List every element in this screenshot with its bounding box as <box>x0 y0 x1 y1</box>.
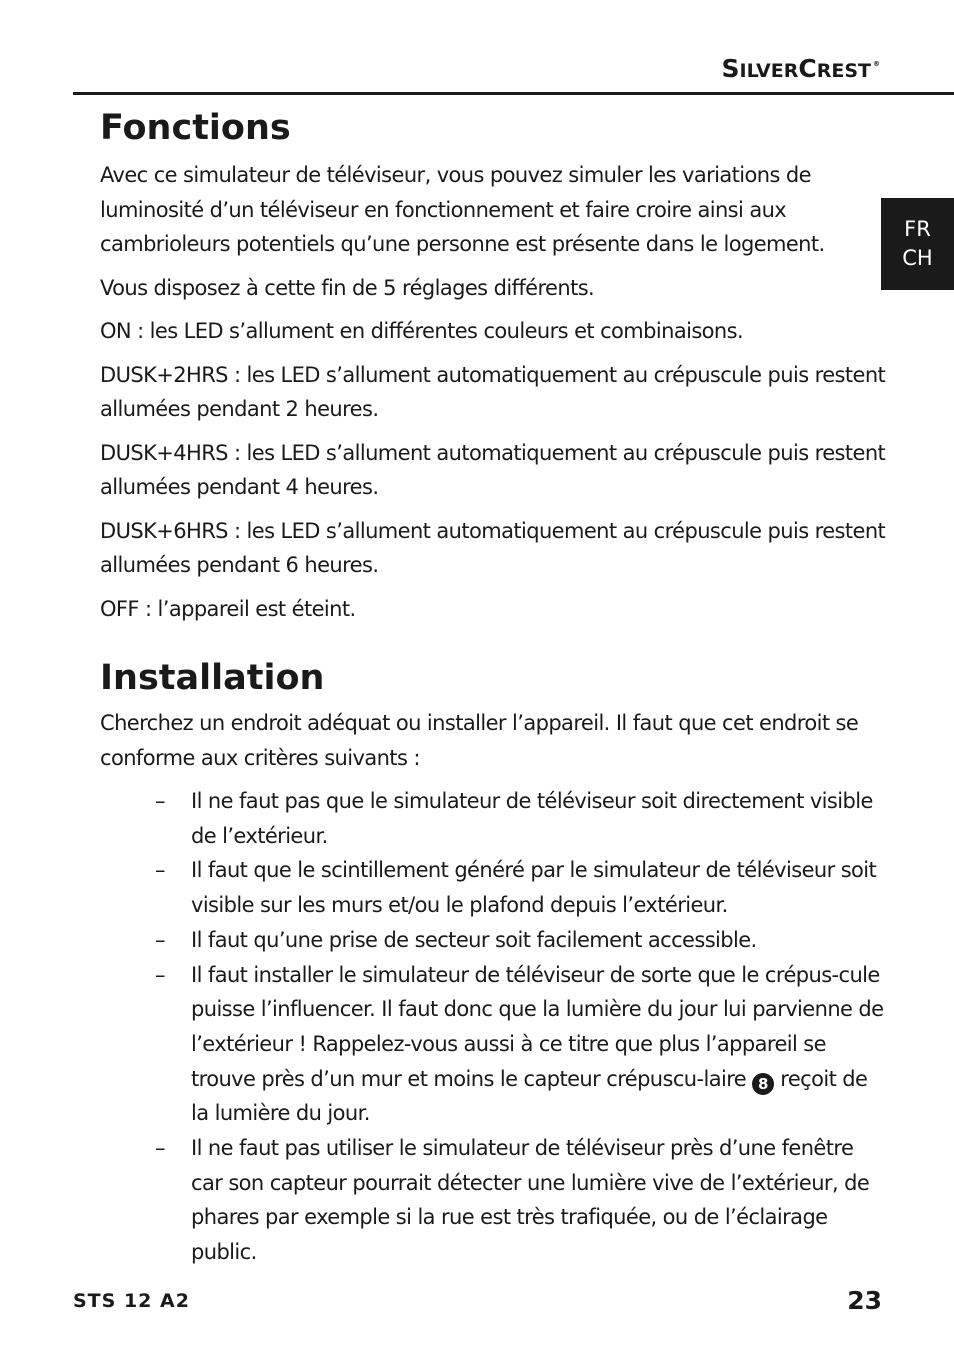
language-code-ch: CH <box>902 246 933 270</box>
page-content <box>100 106 890 1270</box>
functions-paragraph: DUSK+6HRS : les LED s’allument automatiquement au crépuscule puis restent allumées pendant 6 heures. <box>100 518 886 577</box>
part-number-8-icon: 8 <box>752 1073 774 1095</box>
functions-paragraph: DUSK+4HRS : les LED s’allument automatiquement au crépuscule puis restent allumées pendant 4 heures. <box>100 440 886 499</box>
page-number: 23 <box>847 1286 882 1315</box>
dash-bullet: – <box>155 927 165 952</box>
dash-bullet: – <box>155 1136 165 1161</box>
dash-bullet: – <box>155 789 165 813</box>
installation-intro: Cherchez un endroit adéquat ou installer l’appareil. Il faut que cet endroit se conforme aux critères suivants : <box>100 711 859 770</box>
list-item: – Il faut installer le simulateur de téléviseur de sorte que le crépus-cule puisse l’influencer. Il faut donc que la lumière du jour lui parvienne de l’extérieur ! Rappelez-vous aussi à ce titre que plus l’appareil se trouve près d’un mur et moins le capteur crépuscu-laire 8 reçoit de la lumière du jour. <box>155 958 890 1132</box>
list-item: – Il faut que le scintillement généré par le simulateur de téléviseur soit visible sur les murs et/ou le plafond depuis l’extérieur. <box>155 853 890 922</box>
installation-criteria-list <box>100 784 890 1270</box>
functions-paragraph: Vous disposez à cette fin de 5 réglages différents. <box>100 275 595 300</box>
model-number: STS 12 A2 <box>73 1290 190 1312</box>
list-item: – Il faut qu’une prise de secteur soit facilement accessible. <box>155 923 890 958</box>
functions-paragraph: Avec ce simulateur de téléviseur, vous pouvez simuler les variations de luminosité d’un téléviseur en fonctionnement et faire croire ainsi aux cambrioleurs potentiels qu’une personne est présente dans le logement. <box>100 163 825 256</box>
language-tab <box>881 198 954 290</box>
section-title-installation: Installation <box>100 658 325 698</box>
functions-paragraph: ON : les LED s’allument en différentes couleurs et combinaisons. <box>100 319 744 343</box>
dash-bullet: – <box>155 962 165 987</box>
brand-logo: SILVERCREST ® <box>721 54 880 83</box>
list-item: – Il ne faut pas utiliser le simulateur de téléviseur près d’une fenêtre car son capteur pourrait détecter une lumière vive de l’extérieur, de phares par exemple si la rue est très trafiquée, ou de l’éclairage public. <box>155 1131 890 1270</box>
dash-bullet: – <box>155 858 165 883</box>
functions-paragraph: OFF : l’appareil est éteint. <box>100 596 356 621</box>
list-item: – Il ne faut pas que le simulateur de téléviseur soit directement visible de l’extérieur. <box>155 784 890 853</box>
section-title-functions: Fonctions <box>100 108 291 148</box>
header-rule <box>73 92 954 95</box>
language-code-fr: FR <box>904 217 931 241</box>
functions-paragraph: DUSK+2HRS : les LED s’allument automatiquement au crépuscule puis restent allumées pendant 2 heures. <box>100 362 886 421</box>
